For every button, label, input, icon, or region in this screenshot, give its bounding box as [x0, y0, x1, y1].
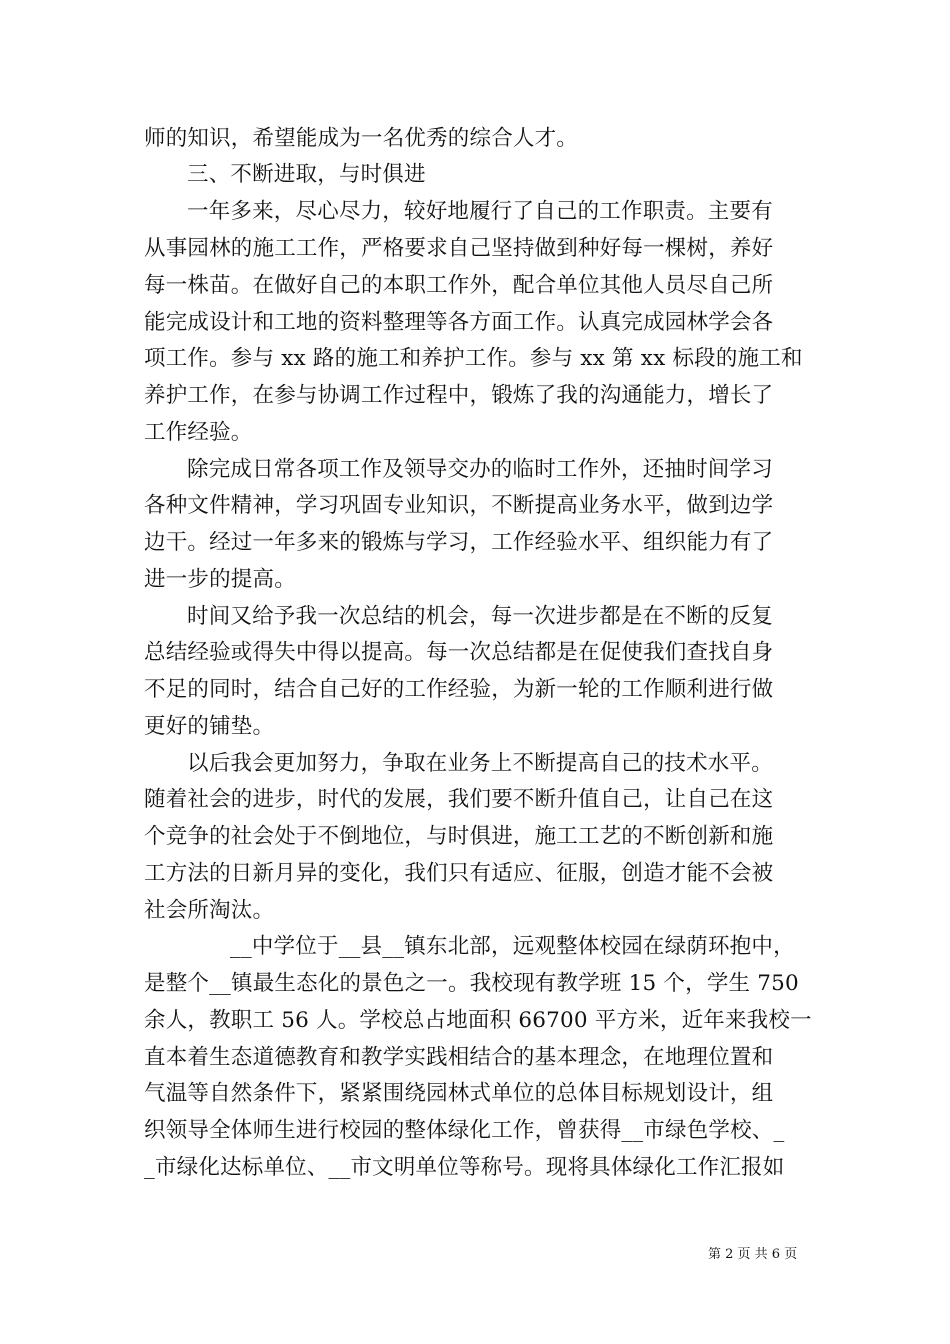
text-line: 社会所淘汰。: [144, 898, 275, 923]
text-line: 师的知识，希望能成为一名优秀的综合人才。: [144, 126, 579, 151]
text-line: 能完成设计和工地的资料整理等各方面工作。认真完成园林学会各: [144, 310, 774, 335]
page-number: 第 2 页 共 6 页: [708, 1247, 798, 1262]
text-line: 织领导全体师生进行校园的整体绿化工作，曾获得__市绿色学校、_: [144, 1118, 785, 1143]
text-line: __中学位于__县__镇东北部，远观整体校园在绿荫环抱中，: [230, 934, 795, 959]
text-line: 时间又给予我一次总结的机会，每一次进步都是在不断的反复: [187, 604, 773, 629]
text-line: 项工作。参与 xx 路的施工和养护工作。参与 xx 第 xx 标段的施工和: [144, 346, 803, 371]
text-line: 工作经验。: [144, 420, 253, 445]
text-line: 每一株苗。在做好自己的本职工作外，配合单位其他人员尽自己所: [144, 273, 774, 298]
text-line: 直本着生态道德教育和教学实践相结合的基本理念，在地理位置和: [144, 1045, 774, 1070]
text-line: 除完成日常各项工作及领导交办的临时工作外，还抽时间学习: [187, 457, 773, 482]
text-line: 进一步的提高。: [144, 567, 296, 592]
text-line: 随着社会的进步，时代的发展，我们要不断升值自己，让自己在这: [144, 787, 774, 812]
text-line: 气温等自然条件下，紧紧围绕园林式单位的总体目标规划设计，组: [144, 1081, 774, 1106]
text-line: 总结经验或得失中得以提高。每一次总结都是在促使我们查找自身: [144, 640, 774, 665]
text-line: 各种文件精神，学习巩固专业知识，不断提高业务水平，做到边学: [144, 493, 774, 518]
text-line: 工方法的日新月异的变化，我们只有适应、征服，创造才能不会被: [144, 861, 774, 886]
text-line: 一年多来，尽心尽力，较好地履行了自己的工作职责。主要有: [187, 199, 773, 224]
text-line: _市绿化达标单位、__市文明单位等称号。现将具体绿化工作汇报如: [144, 1155, 785, 1180]
text-line: 个竞争的社会处于不倒地位，与时俱进，施工工艺的不断创新和施: [144, 824, 774, 849]
section-heading: 三、不断进取，与时俱进: [187, 162, 426, 187]
text-line: 以后我会更加努力，争取在业务上不断提高自己的技术水平。: [187, 751, 773, 776]
text-line: 是整个__镇最生态化的景色之一。我校现有教学班 15 个，学生 750: [144, 971, 799, 996]
text-line: 余人，教职工 56 人。学校总占地面积 66700 平方米，近年来我校一: [144, 1008, 812, 1033]
text-line: 更好的铺垫。: [144, 714, 275, 739]
text-line: 边干。经过一年多来的锻炼与学习，工作经验水平、组织能力有了: [144, 530, 774, 555]
text-line: 从事园林的施工工作，严格要求自己坚持做到种好每一棵树，养好: [144, 236, 774, 261]
text-line: 养护工作，在参与协调工作过程中，锻炼了我的沟通能力，增长了: [144, 383, 774, 408]
text-line: 不足的同时，结合自己好的工作经验，为新一轮的工作顺利进行做: [144, 677, 774, 702]
